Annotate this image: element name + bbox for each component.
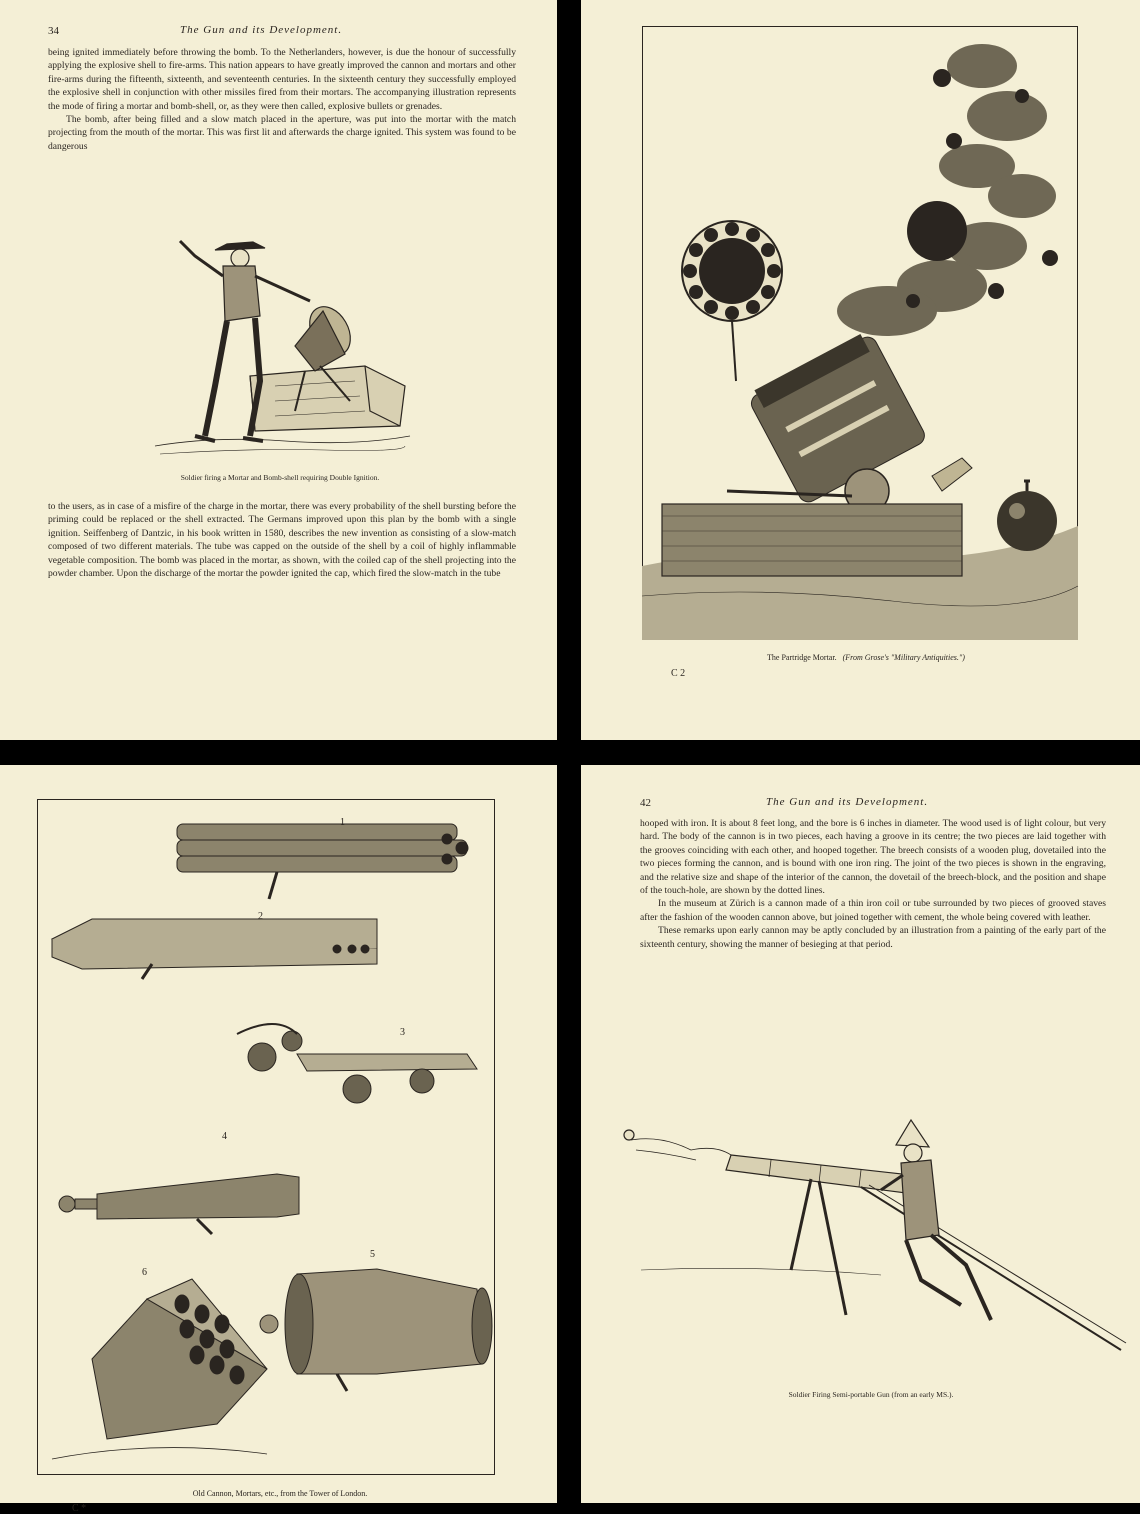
running-head: The Gun and its Development.	[766, 796, 929, 808]
figure-label: 2	[258, 911, 263, 922]
figure-label: 5	[370, 1249, 375, 1260]
figure-label: 1	[340, 817, 345, 828]
figure-label: 6	[142, 1267, 147, 1278]
signature-mark: C *	[72, 1503, 87, 1514]
caption-title: The Partridge Mortar.	[767, 653, 837, 662]
paragraph: being ignited immediately before throwing the bomb. To the Netherlanders, however, is due the honour of successfully applying the explosive shell to fire-arms. This nation appears to have greatly improved the cannon and mortars and other fire-arms during the fifteenth, sixteenth, and seventeenth centuries. In the sixteenth century they successfully employed the explosive shell in conjunction with other missiles fired from their mortars. The accompanying illustration represents the mode of firing a mortar and bomb-shell, or, as they were then called, explosive bullets or grenades.	[48, 47, 516, 112]
running-head: The Gun and its Development.	[180, 24, 343, 36]
page-number: 34	[48, 25, 59, 37]
old-cannon-plate	[37, 799, 495, 1475]
page-42	[581, 765, 1140, 1503]
body-text-top	[48, 46, 516, 153]
figure-caption: Soldier Firing Semi-portable Gun (from an early MS.).	[788, 1390, 954, 1399]
partridge-mortar-engraving	[642, 26, 1078, 640]
paragraph: The bomb, after being filled and a slow match placed in the aperture, was put into the mortar with the match projecting from the mouth of the mortar. This was first lit and afterwards the charge ignited. This system was found to be dangerous	[48, 114, 516, 152]
figure-label: 3	[400, 1027, 405, 1038]
page-partridge-mortar	[581, 0, 1140, 740]
figure-caption	[701, 653, 1031, 662]
body-text	[640, 817, 1106, 951]
soldier-mortar-illustration	[155, 236, 415, 461]
figure-caption: Old Cannon, Mortars, etc., from the Tower of London.	[192, 1489, 368, 1498]
figure-label: 4	[222, 1131, 227, 1142]
soldier-semiportable-gun-illustration	[621, 1115, 1126, 1355]
paragraph: These remarks upon early cannon may be aptly concluded by an illustration from a painting of the early part of the sixteenth century, showing the manner of besieging at that period.	[640, 925, 1106, 950]
caption-source: (From Grose's "Military Antiquities.")	[842, 653, 965, 662]
figure-caption: Soldier firing a Mortar and Bomb-shell requiring Double Ignition.	[180, 473, 380, 482]
page-34	[0, 0, 557, 740]
body-text-bottom	[48, 500, 516, 580]
paragraph: hooped with iron. It is about 8 feet long, and the bore is 6 inches in diameter. The wood used is of light colour, but very hard. The body of the cannon is in two pieces, each having a groove in its centre; the two pieces are laid together with the grooves coinciding with each other, and hooped together. The breech consists of a wooden plug, dovetailed into the two pieces forming the cannon, and is bound with one iron ring. The joint of the two pieces is shown in the engraving, and the relative size and shape of the interior of the cannon, the dovetail of the breech-block, and the position and shape of the touch-hole, are shown by the dotted lines.	[640, 818, 1106, 897]
paragraph: to the users, as in case of a misfire of the charge in the mortar, there was every probability of the shell bursting before the priming could be replaced or the shell extracted. The Germans improved upon this plan by the bomb with a single ignition. Seiffenberg of Dantzic, in his book written in 1580, describes the new invention as consisting of a slow-match composed of two different materials. The tube was capped on the outside of the shell by a coil of highly inflammable vegetable composition. The bomb was placed in the mortar, as shown, with the coiled cap of the shell projecting into the powder chamber. Upon the discharge of the mortar the powder ignited the cap, which fired the slow-match in the tube	[48, 501, 516, 580]
paragraph: In the museum at Zürich is a cannon made of a thin iron coil or tube surrounded by two pieces of grooved staves after the fashion of the wooden cannon above, but joined together with cement, the whole being covered with leather.	[640, 898, 1106, 923]
page-old-cannon	[0, 765, 557, 1514]
signature-mark: C 2	[671, 668, 686, 679]
page-number: 42	[640, 797, 651, 809]
